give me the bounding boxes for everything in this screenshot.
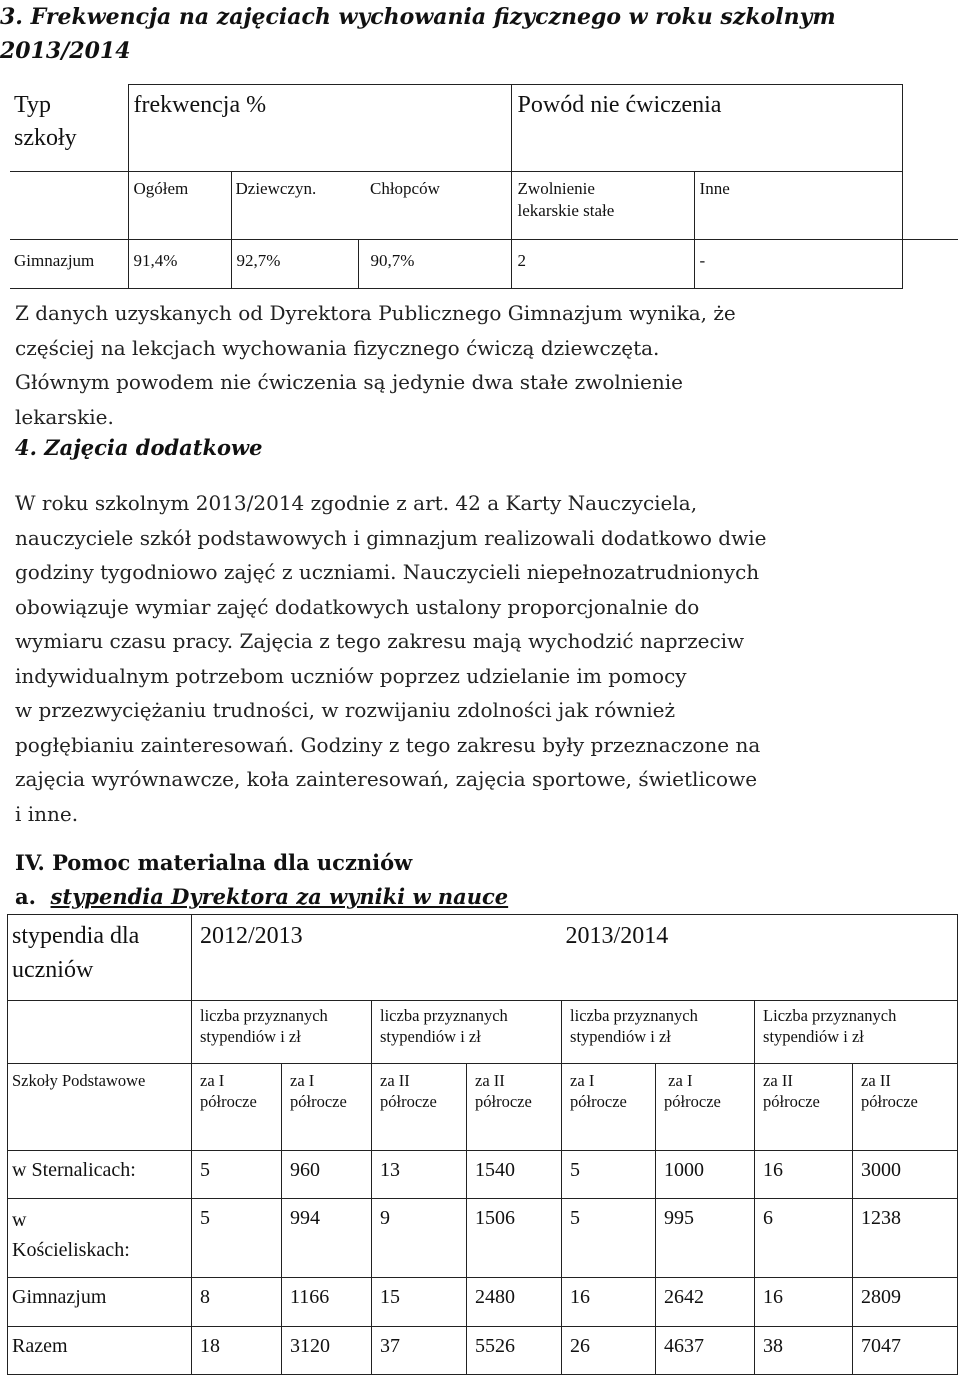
row-value: 26	[562, 1327, 656, 1375]
row-value: 994	[282, 1199, 372, 1278]
row-value: 13	[372, 1151, 467, 1199]
row-total: 91,4%	[128, 240, 231, 289]
paragraph-2-line-6: indywidualnym potrzebom uczniów poprzez udzielanie im pomocy	[15, 663, 687, 688]
paragraph-2-line-4: obowiązuje wymiar zajęć dodatkowych ustalony proporcjonalnie do	[15, 594, 700, 619]
table-row	[8, 1151, 958, 1199]
row-value: 18	[192, 1327, 282, 1375]
row-value: 1238	[853, 1199, 958, 1278]
header-school-type-line-2: szkoły	[14, 124, 77, 151]
row-label: w Sternalicach:	[8, 1151, 192, 1199]
row-value: 1000	[656, 1151, 755, 1199]
row-value: 1166	[282, 1278, 372, 1327]
section-3-title-line-1: 3. Frekwencja na zajęciach wychowania fizycznego w roku szkolnym	[0, 4, 836, 30]
attendance-table	[10, 84, 903, 289]
semester-cell: za II półrocze	[467, 1064, 562, 1151]
section-3-title-line-2: 2013/2014	[0, 38, 131, 64]
row-value: 2809	[853, 1278, 958, 1327]
section-IV-title: IV. Pomoc materialna dla uczniów	[15, 850, 413, 875]
row-value: 8	[192, 1278, 282, 1327]
row-value: 1540	[467, 1151, 562, 1199]
header-attendance: frekwencja %	[128, 85, 511, 172]
row-value: 37	[372, 1327, 467, 1375]
subheader-other: Inne	[694, 172, 902, 240]
row-value: 5	[192, 1199, 282, 1278]
row-value: 995	[656, 1199, 755, 1278]
paragraph-2	[15, 486, 766, 831]
paragraph-1-line-3: Głównym powodem nie ćwiczenia są jedynie dwa stałe zwolnienie	[15, 370, 683, 394]
scholarship-table	[7, 914, 958, 1375]
header-label-line-2: uczniów	[12, 957, 94, 983]
paragraph-1-line-4: lekarskie.	[15, 404, 114, 429]
subheader-boys: Chłopców	[358, 172, 511, 240]
semester-cell: za I półrocze	[562, 1064, 656, 1151]
row-value: 1506	[467, 1199, 562, 1278]
paragraph-1-line-2: częściej na lekcjach wychowania fizycznego ćwiczą dziewczęta.	[15, 335, 660, 360]
row-value: 7047	[853, 1327, 958, 1375]
section-IV-subtitle	[15, 880, 508, 914]
header-year-2013-2014: 2013/2014	[562, 915, 958, 1001]
row-label: Gimnazjum	[8, 1278, 192, 1327]
table-row	[8, 1278, 958, 1327]
row-label: w Kościeliskach:	[8, 1199, 192, 1278]
row-value: 2642	[656, 1278, 755, 1327]
paragraph-2-line-7: w przezwyciężaniu trudności, w rozwijaniu zdolności jak również	[15, 698, 676, 722]
row-other: -	[694, 240, 902, 289]
semester-cell: za I półrocze	[656, 1064, 755, 1151]
header-school-type-line-1: Typ	[14, 91, 51, 118]
subheader-2012-col1: liczba przyznanych stypendiów i zł	[192, 1001, 372, 1064]
header-reason: Powód nie ćwiczenia	[511, 85, 902, 172]
row-value: 38	[755, 1327, 853, 1375]
semester-row-label: Szkoły Podstawowe	[8, 1064, 192, 1151]
subheader-2012-col2: liczba przyznanych stypendiów i zł	[372, 1001, 562, 1064]
header-school-type	[10, 85, 128, 172]
paragraph-2-line-2: nauczyciele szkół podstawowych i gimnazjum realizowali dodatkowo dwie	[15, 525, 767, 550]
semester-cell: za II półrocze	[372, 1064, 467, 1151]
table-row	[8, 1199, 958, 1278]
subheader-2013-col1: liczba przyznanych stypendiów i zł	[562, 1001, 755, 1064]
paragraph-2-line-9: zajęcia wyrównawcze, koła zainteresowań, zajęcia sportowe, świetlicowe	[15, 767, 758, 791]
row-exempt: 2	[511, 240, 694, 289]
row-value: 3120	[282, 1327, 372, 1375]
row-value: 15	[372, 1278, 467, 1327]
row-value: 6	[755, 1199, 853, 1278]
section-4-title: 4. Zajęcia dodatkowe	[15, 435, 263, 460]
subheader-exempt-line-1: Zwolnienie	[517, 179, 595, 198]
row-value: 16	[562, 1278, 656, 1327]
subtitle-text: stypendia Dyrektora za wyniki w nauce	[50, 884, 509, 909]
subheader-empty	[8, 1001, 192, 1064]
subheader-exempt-line-2: lekarskie stałe	[517, 201, 615, 220]
subheader-total: Ogółem	[128, 172, 231, 240]
paragraph-2-line-3: godziny tygodniowo zajęć z uczniami. Nauczycieli niepełnozatrudnionych	[15, 560, 760, 584]
paragraph-2-line-10: i inne.	[15, 801, 79, 826]
subheader-2013-col2: Liczba przyznanych stypendiów i zł	[755, 1001, 958, 1064]
paragraph-2-line-8: pogłębianiu zainteresowań. Godziny z tego zakresu były przeznaczone na	[15, 732, 761, 757]
paragraph-2-line-5: wymiaru czasu pracy. Zajęcia z tego zakresu mają wychodzić naprzeciw	[15, 629, 745, 653]
row-boys: 90,7%	[358, 240, 511, 289]
semester-cell: za I półrocze	[192, 1064, 282, 1151]
row-value: 5	[192, 1151, 282, 1199]
row-label: Razem	[8, 1327, 192, 1375]
header-year-2012-2013: 2012/2013	[192, 915, 562, 1001]
row-value: 16	[755, 1278, 853, 1327]
semester-cell: za II półrocze	[853, 1064, 958, 1151]
subtitle-prefix: a.	[15, 884, 51, 909]
row-value: 960	[282, 1151, 372, 1199]
row-school: Gimnazjum	[10, 240, 128, 289]
row-value: 5	[562, 1151, 656, 1199]
row-value: 3000	[853, 1151, 958, 1199]
subheader-empty	[10, 172, 128, 240]
table-row	[8, 1327, 958, 1375]
header-label	[8, 915, 192, 1001]
row-value: 5526	[467, 1327, 562, 1375]
section-3-title	[0, 0, 836, 68]
paragraph-1	[15, 296, 736, 434]
row-value: 5	[562, 1199, 656, 1278]
semester-cell: za I półrocze	[282, 1064, 372, 1151]
header-label-line-1: stypendia dla	[12, 923, 140, 949]
semester-cell: za II półrocze	[755, 1064, 853, 1151]
paragraph-2-line-1: W roku szkolnym 2013/2014 zgodnie z art. 42 a Karty Nauczyciela,	[15, 491, 698, 515]
row-value: 2480	[467, 1278, 562, 1327]
subheader-girls: Dziewczyn.	[231, 172, 358, 240]
row-value: 4637	[656, 1327, 755, 1375]
paragraph-1-line-1: Z danych uzyskanych od Dyrektora Publicznego Gimnazjum wynika, że	[15, 301, 736, 325]
table-1-extension-line	[902, 239, 958, 240]
row-value: 9	[372, 1199, 467, 1278]
row-girls: 92,7%	[231, 240, 358, 289]
row-value: 16	[755, 1151, 853, 1199]
subheader-exempt	[511, 172, 694, 240]
